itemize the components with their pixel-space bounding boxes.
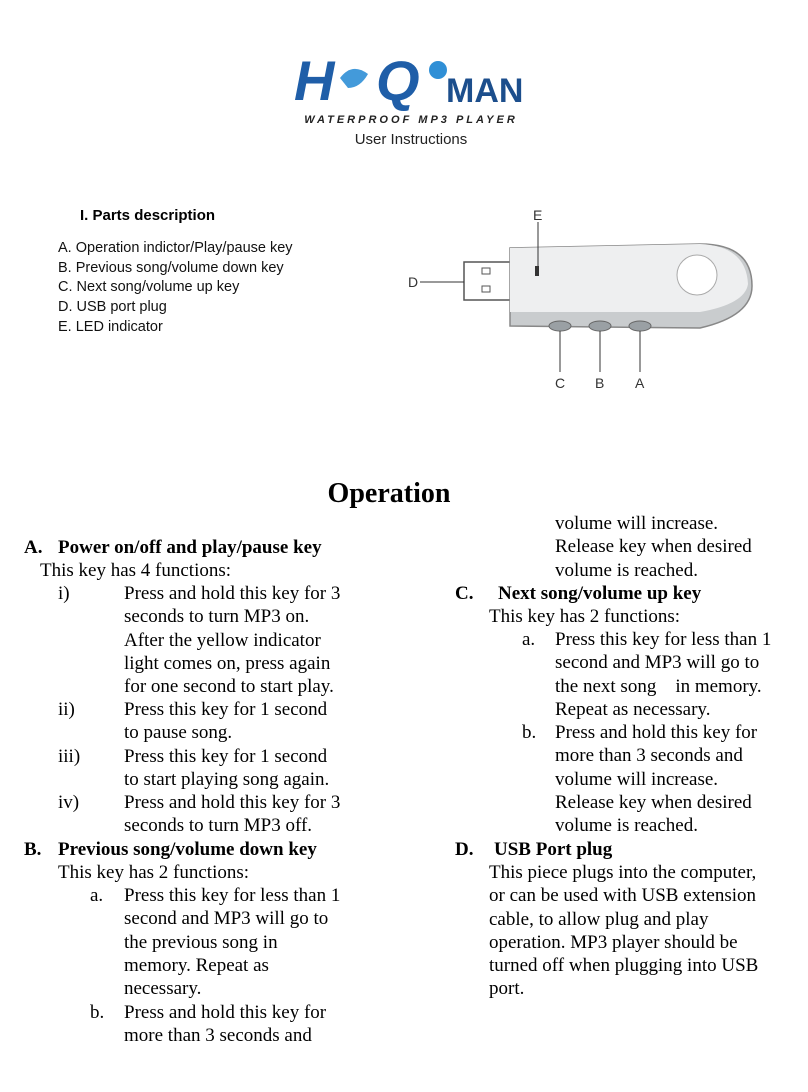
section-c-letter: C. xyxy=(455,583,474,604)
side-key-b xyxy=(589,321,611,331)
parts-list xyxy=(58,239,293,338)
section-b-item-a-text: Press this key for less than 1 second and MP3 will go to the previous song in memory. Repeat as necessary. xyxy=(124,885,341,1000)
parts-item-a: A. Operation indictor/Play/pause key xyxy=(58,240,293,256)
parts-item-b: B. Previous song/volume down key xyxy=(58,259,284,276)
section-a-item-4-text: Press and hold this key for 3 seconds to turn MP3 off. xyxy=(124,792,341,837)
diagram-label-c: C xyxy=(555,375,566,391)
parts-item-d: D. USB port plug xyxy=(58,299,167,316)
section-b-letter: B. xyxy=(24,839,42,860)
section-c-item-a-text: Press this key for less than 1 second and MP3 will go to the next song in memory. Repeat as necessary. xyxy=(555,629,772,720)
section-c-item-num: a. xyxy=(522,629,536,650)
side-key-c xyxy=(549,321,571,331)
section-d-heading: USB Port plug xyxy=(494,839,613,860)
section-a-intro: This key has 4 functions: xyxy=(40,560,232,581)
mp3-device-diagram xyxy=(400,200,780,400)
section-b-item-num: a. xyxy=(90,885,104,906)
parts-heading: I. Parts description xyxy=(80,207,216,224)
hqman-logo xyxy=(290,48,540,118)
diagram-label-b: B xyxy=(595,375,605,391)
section-c-item-num: b. xyxy=(522,722,537,743)
svg-text:H: H xyxy=(294,49,335,112)
parts-item-e: E. LED indicator xyxy=(58,318,163,335)
operation-title: Operation xyxy=(327,478,451,509)
parts-item-c: C. Next song/volume up key xyxy=(58,279,240,296)
section-b-heading: Previous song/volume down key xyxy=(58,839,317,860)
section-b-item-b-text: Press and hold this key for more than 3 seconds and xyxy=(124,1002,327,1047)
side-key-a xyxy=(629,321,651,331)
svg-text:MAN: MAN xyxy=(446,72,524,110)
logo-subtitle: WATERPROOF MP3 PLAYER xyxy=(304,114,518,126)
led-indicator xyxy=(535,266,539,276)
section-d-text: This piece plugs into the computer, or can be used with USB extension cable, to allow plug and play operation. MP3 player should be turned off when plugging into USB port. xyxy=(489,862,759,1000)
section-a-item-2-text: Press this key for 1 second to pause song. xyxy=(124,699,328,744)
section-b-continued-text: volume will increase. Release key when desired volume is reached. xyxy=(555,513,752,581)
diagram-label-e: E xyxy=(533,207,543,223)
document-title: User Instructions xyxy=(354,131,468,148)
section-a-letter: A. xyxy=(24,537,43,558)
diagram-label-d: D xyxy=(408,274,419,290)
section-c-intro: This key has 2 functions: xyxy=(489,606,681,627)
section-a-heading: Power on/off and play/pause key xyxy=(58,537,322,558)
section-b-item-num: b. xyxy=(90,1002,105,1023)
diagram-label-a: A xyxy=(635,375,645,391)
svg-text:Q: Q xyxy=(376,49,420,112)
section-a-item-num: iv) xyxy=(58,792,80,813)
section-b-intro: This key has 2 functions: xyxy=(58,862,250,883)
section-d-letter: D. xyxy=(455,839,474,860)
section-a-item-num: i) xyxy=(58,583,70,604)
section-c-item-b-text: Press and hold this key for more than 3 seconds and volume will increase. Release key when desired volume is reached. xyxy=(555,722,758,837)
play-pause-key xyxy=(677,255,717,295)
section-a-item-1-text: Press and hold this key for 3 seconds to turn MP3 on. After the yellow indicator light comes on, press again for one second to start play. xyxy=(124,583,341,698)
section-a-item-3-text: Press this key for 1 second to start playing song again. xyxy=(124,746,330,791)
section-a-item-num: iii) xyxy=(58,746,81,767)
section-a-item-num: ii) xyxy=(58,699,75,720)
section-c-heading: Next song/volume up key xyxy=(498,583,702,604)
